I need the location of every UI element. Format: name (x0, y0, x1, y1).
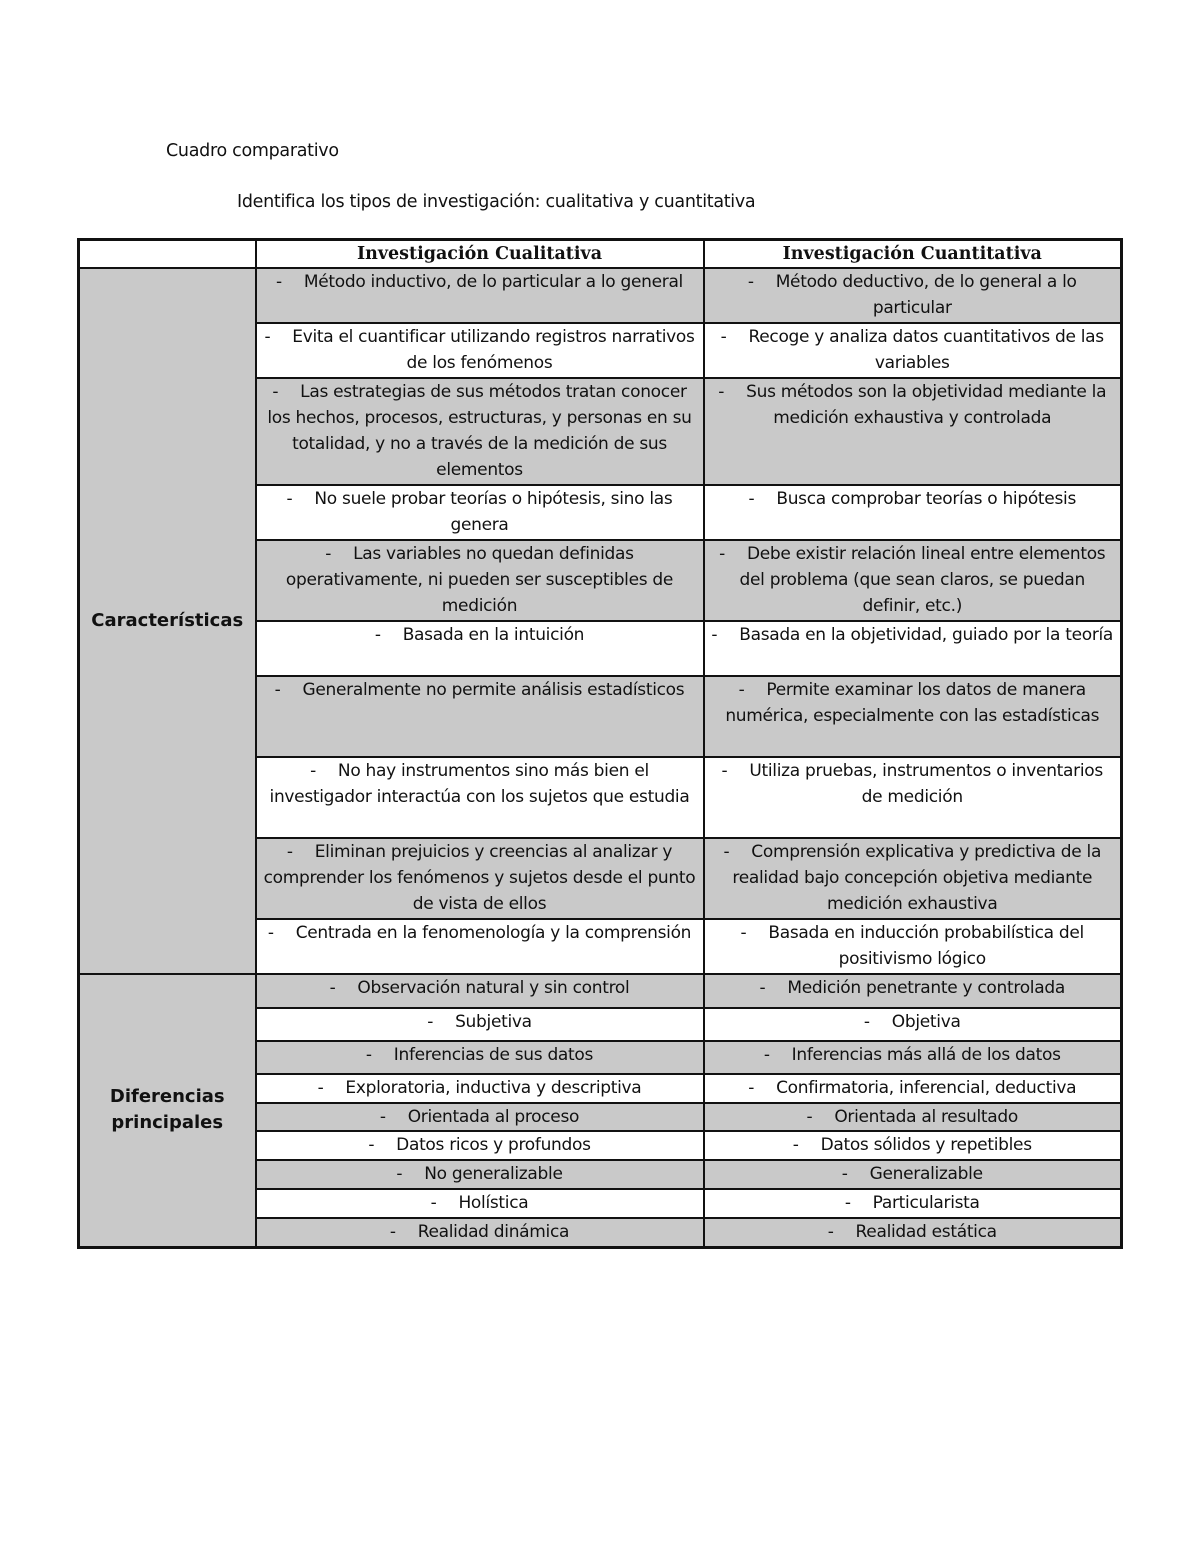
bullet-dash: - (740, 923, 747, 943)
cell-cuantitativa (704, 1008, 1122, 1041)
bullet-dash: - (267, 923, 274, 943)
section-label: Características (79, 268, 256, 974)
cell-text: Las estrategias de sus métodos tratan conocer los hechos, procesos, estructuras, y personas en su totalidad, y no a través de la medición de sus elementos (267, 382, 692, 480)
cell-cualitativa (256, 676, 704, 757)
table-row (79, 974, 1122, 1008)
cell-text: Busca comprobar teorías o hipótesis (776, 489, 1076, 509)
cell-cuantitativa (704, 323, 1122, 378)
cell-cualitativa (256, 1041, 704, 1074)
cell-text: Generalizable (869, 1164, 983, 1184)
cell-text: Inferencias de sus datos (393, 1045, 594, 1065)
cell-cualitativa (256, 268, 704, 323)
cell-cuantitativa (704, 1103, 1122, 1131)
cell-text: Holística (458, 1193, 529, 1213)
header-cualitativa: Investigación Cualitativa (256, 240, 704, 269)
bullet-dash: - (427, 1012, 434, 1032)
cell-text: Método deductivo, de lo general a lo particular (775, 272, 1077, 318)
cell-text: Debe existir relación lineal entre elementos del problema (que sean claros, se puedan definir, etc.) (739, 544, 1106, 616)
cell-cuantitativa (704, 540, 1122, 621)
cell-text: Exploratoria, inductiva y descriptiva (345, 1078, 642, 1098)
cell-text: Basada en inducción probabilística del positivismo lógico (768, 923, 1084, 969)
cell-text: Permite examinar los datos de manera numérica, especialmente con las estadísticas (725, 680, 1100, 726)
bullet-dash: - (748, 1078, 755, 1098)
bullet-dash: - (721, 761, 728, 781)
bullet-dash: - (329, 978, 336, 998)
cell-text: Comprensión explicativa y predictiva de la realidad bajo concepción objetiva mediante medición exhaustiva (732, 842, 1102, 914)
comparison-table (77, 238, 1123, 1249)
cell-text: Evita el cuantificar utilizando registros narrativos de los fenómenos (292, 327, 695, 373)
cell-text: Orientada al proceso (407, 1107, 580, 1127)
table-header-row (79, 240, 1122, 269)
cell-cualitativa (256, 919, 704, 974)
bullet-dash: - (365, 1045, 372, 1065)
bullet-dash: - (863, 1012, 870, 1032)
cell-text: Orientada al resultado (834, 1107, 1018, 1127)
cell-text: Realidad estática (855, 1222, 997, 1242)
cell-text: Recoge y analiza datos cuantitativos de las variables (748, 327, 1104, 373)
bullet-dash: - (317, 1078, 324, 1098)
cell-text: Datos sólidos y repetibles (820, 1135, 1032, 1155)
cell-text: No generalizable (424, 1164, 563, 1184)
document-title: Cuadro comparativo (166, 141, 339, 161)
bullet-dash: - (368, 1135, 375, 1155)
cell-cuantitativa (704, 974, 1122, 1008)
bullet-dash: - (763, 1045, 770, 1065)
bullet-dash: - (310, 761, 316, 781)
cell-text: Observación natural y sin control (357, 978, 630, 998)
bullet-dash: - (720, 327, 727, 347)
cell-text: Centrada en la fenomenología y la comprensión (295, 923, 692, 943)
cell-text: Subjetiva (455, 1012, 532, 1032)
bullet-dash: - (738, 680, 745, 700)
cell-cuantitativa (704, 919, 1122, 974)
table-row (79, 268, 1122, 323)
bullet-dash: - (396, 1164, 403, 1184)
cell-text: Medición penetrante y controlada (787, 978, 1065, 998)
cell-text: Las variables no quedan definidas operativamente, ni pueden ser susceptibles de medición (285, 544, 674, 616)
bullet-dash: - (389, 1222, 396, 1242)
cell-text: Objetiva (891, 1012, 961, 1032)
bullet-dash: - (286, 489, 293, 509)
cell-cualitativa (256, 540, 704, 621)
cell-text: Generalmente no permite análisis estadísticos (302, 680, 685, 700)
cell-cualitativa (256, 1218, 704, 1247)
bullet-dash: - (792, 1135, 799, 1155)
cell-text: No hay instrumentos sino más bien el investigador interactúa con los sujetos que estudia (269, 761, 690, 807)
cell-cualitativa (256, 1160, 704, 1189)
cell-cualitativa (256, 323, 704, 378)
cell-cuantitativa (704, 268, 1122, 323)
cell-cualitativa (256, 1131, 704, 1160)
cell-cualitativa (256, 1103, 704, 1131)
bullet-dash: - (711, 625, 718, 645)
bullet-dash: - (286, 842, 293, 862)
cell-text: Basada en la intuición (402, 625, 585, 645)
bullet-dash: - (748, 489, 755, 509)
cell-cuantitativa (704, 1074, 1122, 1103)
bullet-dash: - (430, 1193, 437, 1213)
header-cuantitativa: Investigación Cuantitativa (704, 240, 1122, 269)
bullet-dash: - (806, 1107, 813, 1127)
cell-cualitativa (256, 974, 704, 1008)
cell-text: No suele probar teorías o hipótesis, sino las genera (314, 489, 673, 535)
cell-text: Datos ricos y profundos (396, 1135, 591, 1155)
bullet-dash: - (276, 272, 282, 292)
bullet-dash: - (723, 842, 730, 862)
cell-text: Sus métodos son la objetividad mediante la medición exhaustiva y controlada (746, 382, 1107, 428)
document-subtitle: Identifica los tipos de investigación: cualitativa y cuantitativa (237, 192, 756, 212)
bullet-dash: - (379, 1107, 386, 1127)
header-empty-cell (79, 240, 256, 269)
cell-cuantitativa (704, 838, 1122, 919)
cell-cualitativa (256, 1074, 704, 1103)
bullet-dash: - (841, 1164, 848, 1184)
section-label: Diferencias principales (79, 974, 256, 1247)
bullet-dash: - (759, 978, 766, 998)
cell-cualitativa (256, 757, 704, 838)
bullet-dash: - (374, 625, 381, 645)
cell-cuantitativa (704, 757, 1122, 838)
cell-text: Inferencias más allá de los datos (791, 1045, 1061, 1065)
cell-cualitativa (256, 1189, 704, 1218)
cell-cualitativa (256, 1008, 704, 1041)
cell-text: Basada en la objetividad, guiado por la teoría (739, 625, 1114, 645)
bullet-dash: - (718, 382, 725, 402)
cell-text: Método inductivo, de lo particular a lo general (303, 272, 683, 292)
cell-text: Realidad dinámica (417, 1222, 570, 1242)
cell-cuantitativa (704, 621, 1122, 676)
cell-cuantitativa (704, 378, 1122, 485)
bullet-dash: - (272, 382, 279, 402)
cell-cuantitativa (704, 1189, 1122, 1218)
bullet-dash: - (844, 1193, 851, 1213)
bullet-dash: - (719, 544, 725, 564)
cell-cualitativa (256, 485, 704, 540)
bullet-dash: - (827, 1222, 834, 1242)
cell-cuantitativa (704, 1041, 1122, 1074)
cell-cualitativa (256, 378, 704, 485)
cell-cualitativa (256, 838, 704, 919)
bullet-dash: - (325, 544, 332, 564)
cell-cualitativa (256, 621, 704, 676)
cell-text: Confirmatoria, inferencial, deductiva (776, 1078, 1077, 1098)
bullet-dash: - (747, 272, 754, 292)
cell-text: Particularista (872, 1193, 980, 1213)
cell-text: Utiliza pruebas, instrumentos o inventarios de medición (749, 761, 1103, 807)
cell-cuantitativa (704, 676, 1122, 757)
bullet-dash: - (274, 680, 281, 700)
cell-cuantitativa (704, 1160, 1122, 1189)
cell-text: Eliminan prejuicios y creencias al analizar y comprender los fenómenos y sujetos desde el punto de vista de ellos (263, 842, 696, 914)
bullet-dash: - (264, 327, 271, 347)
cell-cuantitativa (704, 1131, 1122, 1160)
cell-cuantitativa (704, 1218, 1122, 1247)
cell-cuantitativa (704, 485, 1122, 540)
